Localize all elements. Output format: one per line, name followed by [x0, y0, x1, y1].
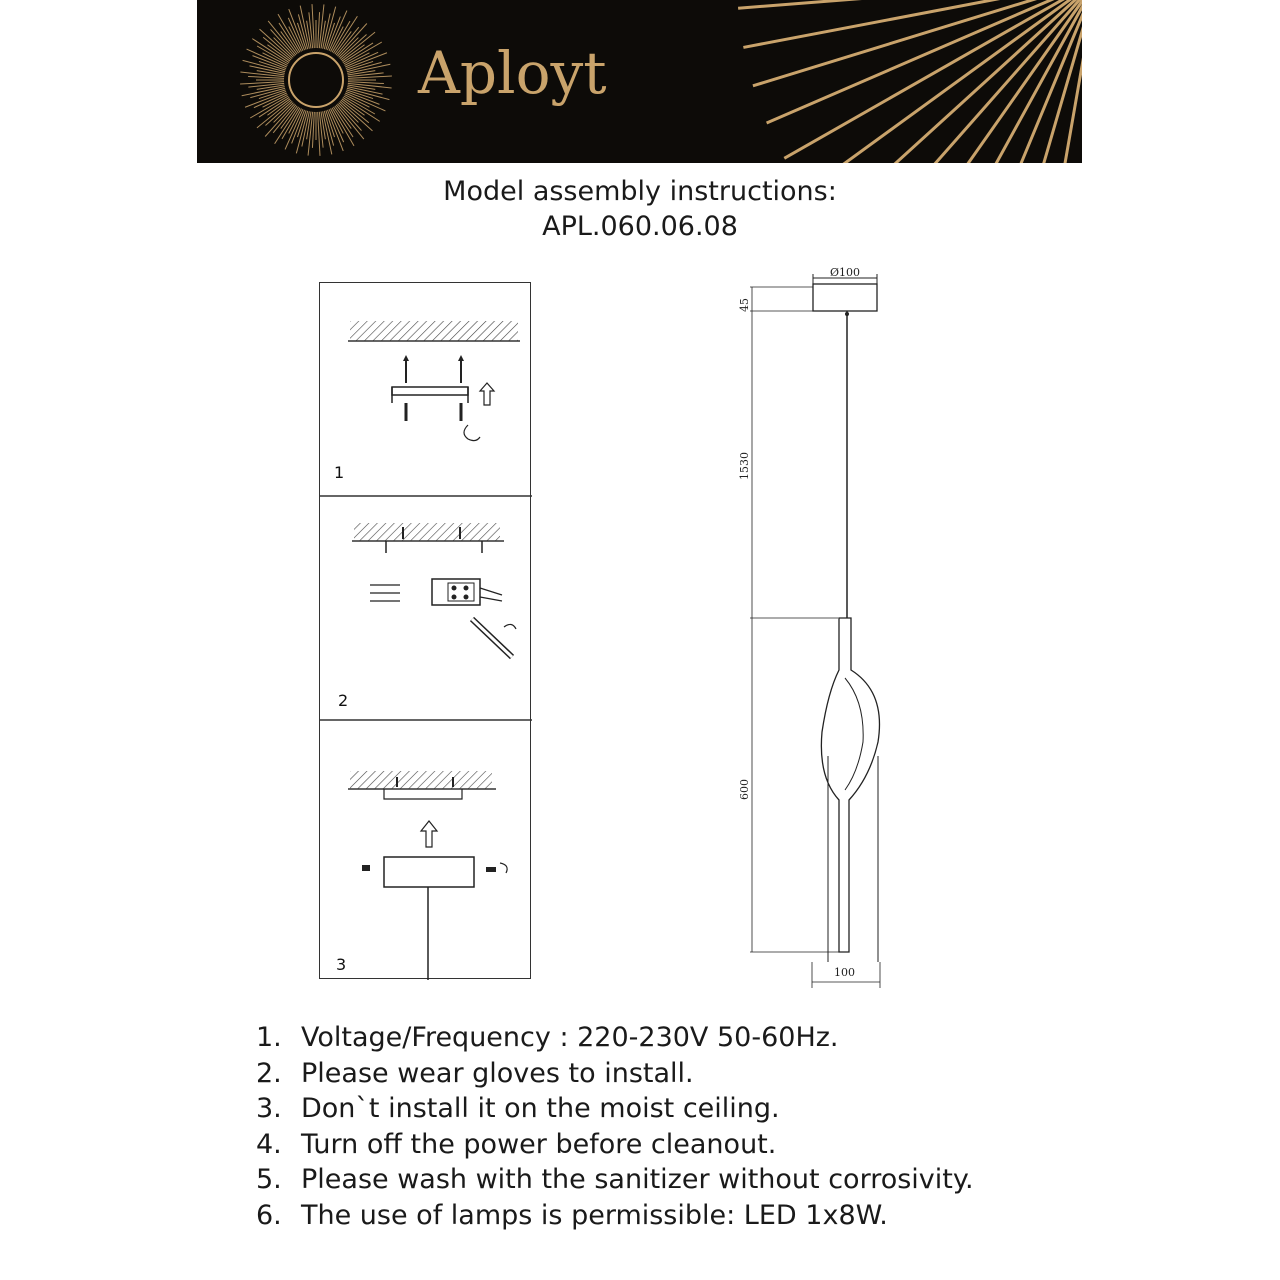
sunburst-graphic — [197, 0, 1082, 163]
list-item: 3. Don`t install it on the moist ceiling. — [256, 1093, 780, 1124]
specification-notes — [256, 1020, 974, 1233]
brand-logo: Aployt — [418, 39, 607, 107]
step-2-number: 2 — [338, 691, 349, 710]
assembly-steps-drawing — [320, 283, 532, 980]
step-3-drawing — [348, 771, 507, 980]
step-1-drawing — [348, 321, 520, 441]
canopy-diameter-label: Ø100 — [830, 266, 861, 279]
step-3-number: 3 — [336, 955, 347, 974]
list-item: 6. The use of lamps is permissible: LED 1x8W. — [256, 1199, 888, 1231]
list-item: 1. Voltage/Frequency : 220-230V 50-60Hz. — [256, 1022, 839, 1053]
cable-length-label: 1530 — [738, 452, 751, 480]
assembly-steps-panel — [319, 282, 531, 979]
list-item: 4. Turn off the power before cleanout. — [256, 1128, 777, 1160]
list-item: 5. Please wash with the sanitizer without corrosivity. — [256, 1164, 974, 1195]
lamp-width-label: 100 — [834, 966, 855, 979]
step-2-drawing — [352, 523, 516, 657]
dimension-drawing — [700, 262, 920, 996]
lamp-height-label: 600 — [738, 779, 751, 800]
list-item: 2. Please wear gloves to install. — [256, 1057, 694, 1089]
canopy-height-label: 45 — [738, 298, 751, 312]
model-number: APL.060.06.08 — [542, 211, 738, 242]
step-1-number: 1 — [334, 463, 345, 482]
page-title: Model assembly instructions: — [443, 176, 837, 207]
brand-banner — [197, 0, 1082, 163]
